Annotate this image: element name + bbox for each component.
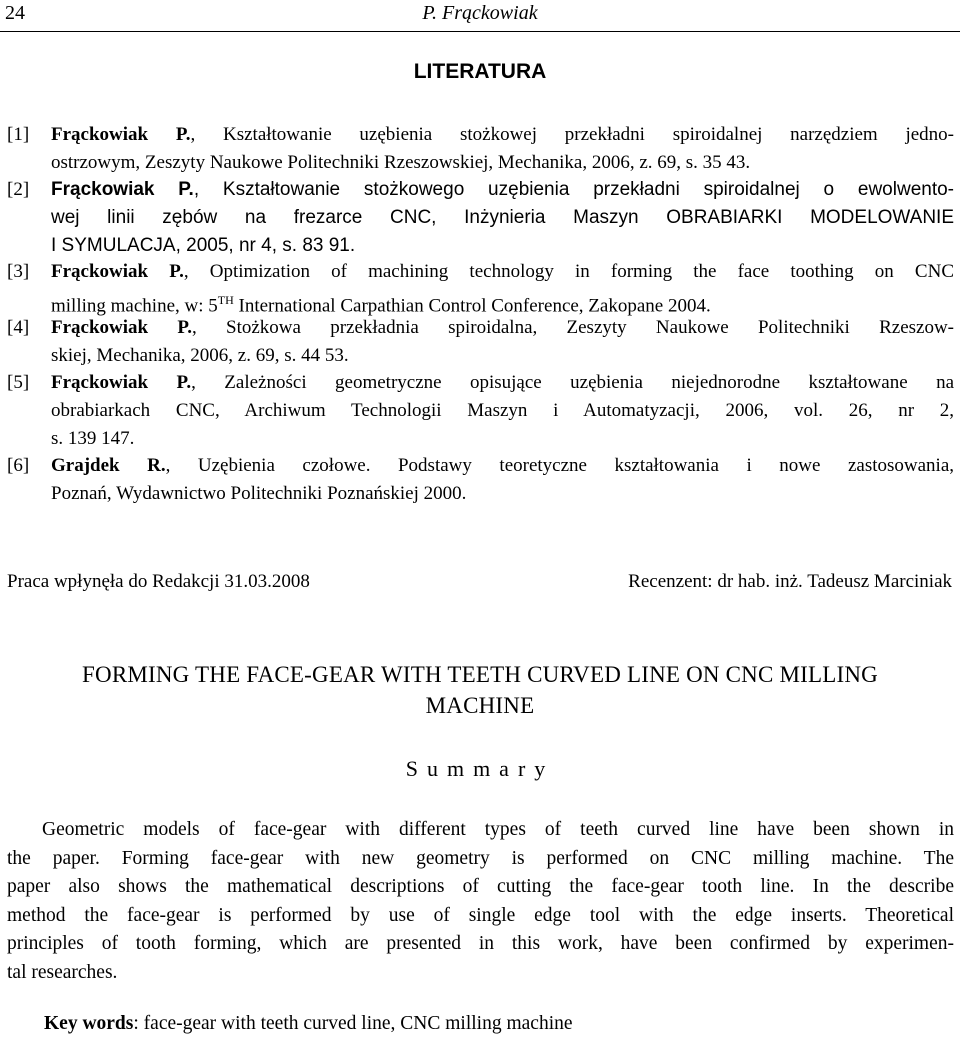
- reference-line: wej linii zębów na frezarce CNC, Inżynieria Maszyn OBRABIARKI MODELOWANIE: [51, 207, 954, 228]
- keywords-label: Key words: [44, 1013, 134, 1034]
- reference-line: [51, 176, 954, 204]
- reference-line-text: , Optimization of machining technology in forming the face toothing on CNC: [183, 261, 955, 282]
- summary-line: principles of tooth forming, which are presented in this work, have been confirmed by experimen-: [7, 933, 954, 954]
- reference-line: I SYMULACJA, 2005, nr 4, s. 83 91.: [51, 235, 356, 256]
- reference-number: [4]: [7, 317, 30, 338]
- summary-line: the paper. Forming face-gear with new geometry is performed on CNC milling machine. The: [7, 847, 954, 869]
- reference-line: [51, 258, 954, 286]
- reference-text: [51, 176, 954, 260]
- reference-line-text: , Kształtowanie uzębienia stożkowej przekładni spiroidalnej narzędziem jedno-: [190, 124, 955, 145]
- page-number: 24: [5, 2, 25, 24]
- reference-line-text: , Kształtowanie stożkowego uzębienia przekładni spiroidalnej o ewolwento-: [193, 179, 955, 200]
- header-rule: [0, 31, 960, 32]
- reference-number: [2]: [7, 179, 30, 200]
- keywords: [44, 1013, 573, 1035]
- reference-number: [1]: [7, 124, 30, 145]
- reference-line: Poznań, Wydawnictwo Politechniki Poznańskiej 2000.: [51, 483, 467, 504]
- summary-line: tal researches.: [7, 961, 118, 983]
- summary-paragraph: [7, 816, 954, 987]
- running-author: P. Frąckowiak: [422, 2, 538, 24]
- reference-text: [51, 121, 954, 177]
- reference-author: Frąckowiak P.: [51, 317, 192, 338]
- keywords-text: : face-gear with teeth curved line, CNC milling machine: [133, 1013, 573, 1034]
- reference-line: [51, 121, 954, 149]
- reference-line-text: , Uzębienia czołowe. Podstawy teoretyczne kształtowania i nowe zastosowania,: [165, 455, 955, 476]
- summary-line: method the face-gear is performed by use of single edge tool with the edge inserts. Theoretical: [7, 904, 954, 926]
- english-title: [0, 659, 960, 721]
- summary-line: Geometric models of face-gear with different types of teeth curved line have been shown in: [42, 819, 954, 840]
- reference-line: [51, 369, 954, 397]
- reference-text: [51, 369, 954, 453]
- reference-text: [51, 452, 954, 508]
- reference-line-text: , Zależności geometryczne opisujące uzębienia niejednorodne kształtowane na: [191, 372, 954, 393]
- reference-line-text: International Carpathian Control Conference, Zakopane 2004.: [233, 295, 711, 317]
- received-date: Praca wpłynęła do Redakcji 31.03.2008: [7, 571, 310, 592]
- reference-line-text: milling machine, w: 5: [51, 295, 218, 317]
- english-title-line: FORMING THE FACE-GEAR WITH TEETH CURVED LINE ON CNC MILLING: [82, 662, 878, 687]
- reference-line-text: , Stożkowa przekładnia spiroidalna, Zeszyty Naukowe Politechniki Rzeszow-: [191, 317, 954, 338]
- reference-number: [3]: [7, 261, 30, 282]
- reference-author: Frąckowiak P.: [51, 372, 192, 393]
- english-title-line: MACHINE: [425, 693, 535, 718]
- reference-author: Frąckowiak P.: [51, 179, 194, 200]
- reference-line: ostrzowym, Zeszyty Naukowe Politechniki Rzeszowskiej, Mechanika, 2006, z. 69, s. 35 43.: [51, 152, 751, 173]
- reference-line: obrabiarkach CNC, Archiwum Technologii Maszyn i Automatyzacji, 2006, vol. 26, nr 2,: [51, 400, 954, 421]
- reference-author: Frąckowiak P.: [51, 124, 191, 145]
- reference-line: skiej, Mechanika, 2006, z. 69, s. 44 53.: [51, 345, 349, 366]
- reference-author: Frąckowiak P.: [51, 261, 184, 282]
- reference-line: s. 139 147.: [51, 428, 135, 449]
- reference-number: [5]: [7, 372, 30, 393]
- reference-text: [51, 258, 954, 320]
- reference-line: [51, 314, 954, 342]
- reference-number: [6]: [7, 455, 30, 476]
- superscript: TH: [217, 293, 234, 307]
- running-header: [0, 0, 960, 32]
- summary-heading: Summary: [405, 756, 555, 781]
- summary-line: paper also shows the mathematical descriptions of cutting the face-gear tooth line. In the describe: [7, 876, 954, 897]
- reference-line: [51, 452, 954, 480]
- reference-author: Grajdek R.: [51, 455, 166, 476]
- reference-text: [51, 314, 954, 370]
- reviewer: Recenzent: dr hab. inż. Tadeusz Marciniak: [628, 571, 952, 592]
- literature-heading: LITERATURA: [413, 60, 547, 83]
